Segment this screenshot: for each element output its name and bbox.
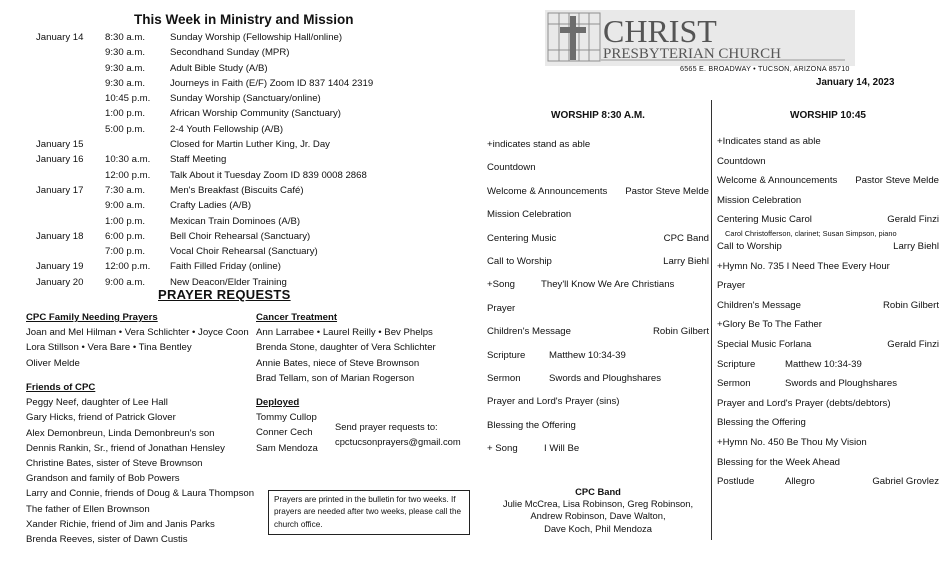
worship-1045-order bbox=[717, 110, 939, 492]
schedule-time: 10:30 a.m. bbox=[105, 154, 151, 166]
cancer-line: Brenda Stone, daughter of Vera Schlichter bbox=[256, 342, 436, 354]
schedule-time: 6:00 p.m. bbox=[105, 230, 145, 242]
schedule-row bbox=[36, 76, 476, 91]
schedule-row bbox=[36, 244, 476, 259]
schedule-event: Journeys in Faith (E/F) Zoom ID 837 1404 2319 bbox=[170, 77, 374, 89]
order-of-worship-item bbox=[487, 180, 709, 203]
schedule-date: January 20 bbox=[36, 276, 84, 288]
order-of-worship-item bbox=[717, 276, 939, 296]
order-of-worship-item bbox=[717, 355, 939, 375]
item-label: Mission Celebration bbox=[487, 209, 572, 221]
schedule-event: Adult Bible Study (A/B) bbox=[170, 62, 268, 74]
item-title: Swords and Ploughshares bbox=[785, 378, 897, 390]
church-address: 6565 E. BROADWAY • TUCSON, ARIZONA 85710 bbox=[680, 64, 850, 73]
schedule-event: Mexican Train Dominoes (A/B) bbox=[170, 215, 301, 227]
svg-text:CHRIST bbox=[603, 13, 717, 49]
item-leader: Larry Biehl bbox=[893, 240, 939, 252]
order-of-worship-item bbox=[487, 203, 709, 226]
schedule-list bbox=[36, 30, 476, 290]
item-label: +Glory Be To The Father bbox=[717, 319, 822, 331]
schedule-event: Faith Filled Friday (online) bbox=[170, 261, 281, 273]
item-label: Prayer and Lord's Prayer (sins) bbox=[487, 396, 620, 408]
cancer-line: Brad Tellam, son of Marian Rogerson bbox=[256, 372, 415, 384]
order-of-worship-item bbox=[487, 227, 709, 250]
item-leader: Pastor Steve Melde bbox=[855, 175, 939, 187]
item-label: Call to Worship bbox=[717, 240, 782, 252]
schedule-time: 9:00 a.m. bbox=[105, 276, 145, 288]
order-of-worship-item bbox=[487, 273, 709, 296]
schedule-row bbox=[36, 229, 476, 244]
friends-line: Brenda Reeves, sister of Dawn Custis bbox=[26, 534, 188, 546]
schedule-event: Bell Choir Rehearsal (Sanctuary) bbox=[170, 230, 311, 242]
schedule-date: January 17 bbox=[36, 184, 84, 196]
order-of-worship-item bbox=[717, 433, 939, 453]
column-divider bbox=[711, 100, 712, 540]
item-leader: CPC Band bbox=[663, 232, 709, 244]
item-leader: Larry Biehl bbox=[663, 255, 709, 267]
item-label: + Song bbox=[487, 443, 518, 455]
order-of-worship-item bbox=[487, 390, 709, 413]
schedule-time: 7:30 a.m. bbox=[105, 184, 145, 196]
schedule-time: 9:30 a.m. bbox=[105, 47, 145, 59]
band-line: Dave Koch, Phil Mendoza bbox=[544, 522, 652, 534]
schedule-row bbox=[36, 45, 476, 60]
item-label: Sermon bbox=[487, 372, 521, 384]
friends-line: Christine Bates, sister of Steve Brownson bbox=[26, 458, 203, 470]
order-of-worship-item bbox=[487, 320, 709, 343]
schedule-row bbox=[36, 259, 476, 274]
church-logo bbox=[545, 10, 855, 70]
svg-text:PRESBYTERIAN CHURCH bbox=[603, 46, 781, 62]
schedule-time: 9:00 a.m. bbox=[105, 200, 145, 212]
schedule-event: New Deacon/Elder Training bbox=[170, 276, 287, 288]
cancer-heading: Cancer Treatment bbox=[256, 312, 338, 323]
schedule-date: January 18 bbox=[36, 230, 84, 242]
schedule-row bbox=[36, 61, 476, 76]
worship-830-title: WORSHIP 8:30 A.M. bbox=[551, 110, 645, 121]
item-leader: Gabriel Grovlez bbox=[872, 476, 939, 488]
friends-line: The father of Ellen Brownson bbox=[26, 503, 150, 515]
send-prayer-requests bbox=[335, 420, 461, 449]
order-of-worship-item bbox=[717, 413, 939, 433]
schedule-time: 8:30 a.m. bbox=[105, 32, 145, 43]
item-label: Prayer and Lord's Prayer (debts/debtors) bbox=[717, 397, 891, 409]
bulletin-date: January 14, 2023 bbox=[816, 77, 895, 88]
schedule-event: Vocal Choir Rehearsal (Sanctuary) bbox=[170, 246, 318, 258]
schedule-row bbox=[36, 91, 476, 106]
order-of-worship-item bbox=[717, 315, 939, 335]
order-of-worship-item bbox=[717, 152, 939, 172]
prayer-note-box: Prayers are printed in the bulletin for two weeks. If prayers are needed after two weeks, please call the church office. bbox=[268, 490, 470, 535]
friends-prayers bbox=[26, 380, 254, 547]
schedule-row bbox=[36, 30, 476, 45]
schedule-event: Crafty Ladies (A/B) bbox=[170, 200, 252, 212]
item-label: +Song bbox=[487, 279, 516, 291]
schedule-time: 12:00 p.m. bbox=[105, 261, 151, 273]
schedule-time: 7:00 p.m. bbox=[105, 246, 145, 258]
item-label: Welcome & Announcements bbox=[717, 175, 838, 187]
deployed-prayers bbox=[256, 395, 318, 456]
order-of-worship-item bbox=[717, 472, 939, 492]
church-name-line-2: PRESBYTERIAN CHURCH bbox=[603, 46, 781, 62]
friends-line: Alex Demonbreun, Linda Demonbreun's son bbox=[26, 427, 215, 439]
family-prayers bbox=[26, 310, 249, 371]
schedule-date: January 14 bbox=[36, 32, 84, 43]
item-title: I Will Be bbox=[544, 443, 580, 455]
schedule-time: 1:00 p.m. bbox=[105, 215, 145, 227]
order-of-worship-item bbox=[487, 297, 709, 320]
deployed-line: Conner Cech bbox=[256, 427, 313, 439]
item-title: Swords and Ploughshares bbox=[549, 372, 661, 384]
schedule-time: 1:00 p.m. bbox=[105, 108, 145, 120]
schedule-title: This Week in Ministry and Mission bbox=[134, 12, 354, 27]
schedule-time: 12:00 p.m. bbox=[105, 169, 151, 181]
order-of-worship-item bbox=[717, 335, 939, 355]
prayer-email-link[interactable]: cpctucsonprayers@gmail.com bbox=[335, 435, 461, 447]
item-label: Mission Celebration bbox=[717, 194, 802, 206]
order-of-worship-item bbox=[487, 133, 709, 156]
family-line: Joan and Mel Hilman • Vera Schlichter • Joyce Coon bbox=[26, 327, 249, 339]
schedule-row bbox=[36, 183, 476, 198]
schedule-row bbox=[36, 168, 476, 183]
item-label: Countdown bbox=[717, 155, 766, 167]
worship-830-order bbox=[487, 110, 709, 460]
item-label: Prayer bbox=[717, 280, 746, 292]
item-leader: Gerald Finzi bbox=[887, 214, 939, 226]
item-leader: Robin Gilbert bbox=[653, 326, 709, 338]
band-line: Julie McCrea, Lisa Robinson, Greg Robinson, bbox=[502, 498, 694, 510]
schedule-time: 9:30 a.m. bbox=[105, 77, 145, 89]
item-label: Postlude bbox=[717, 476, 755, 488]
schedule-event: African Worship Community (Sanctuary) bbox=[170, 108, 341, 120]
item-label: Scripture bbox=[487, 349, 526, 361]
schedule-event: Closed for Martin Luther King, Jr. Day bbox=[170, 139, 330, 151]
schedule-event: Talk About it Tuesday Zoom ID 839 0008 2868 bbox=[170, 169, 367, 181]
order-of-worship-item bbox=[717, 191, 939, 211]
item-leader: Pastor Steve Melde bbox=[625, 185, 709, 197]
item-label: Children's Message bbox=[487, 326, 571, 338]
friends-line: Grandson and family of Bob Powers bbox=[26, 473, 180, 485]
item-label: Blessing the Offering bbox=[717, 417, 806, 429]
band-line: Andrew Robinson, Dave Walton, bbox=[530, 510, 666, 522]
order-of-worship-item bbox=[717, 257, 939, 277]
schedule-event: Sunday Worship (Fellowship Hall/online) bbox=[170, 32, 343, 43]
church-name-line-1: CHRIST bbox=[603, 13, 717, 49]
schedule-event: Secondhand Sunday (MPR) bbox=[170, 47, 290, 59]
schedule-event: Men's Breakfast (Biscuits Café) bbox=[170, 184, 304, 196]
family-line: Lora Stillson • Vera Bare • Tina Bentley bbox=[26, 342, 192, 354]
schedule-time: 9:30 a.m. bbox=[105, 62, 145, 74]
item-label: Sermon bbox=[717, 378, 751, 390]
item-label: Centering Music Carol bbox=[717, 214, 812, 226]
item-label: +Hymn No. 735 I Need Thee Every Hour bbox=[717, 260, 890, 272]
schedule-date: January 16 bbox=[36, 154, 84, 166]
deployed-line: Sam Mendoza bbox=[256, 442, 318, 454]
order-of-worship-item bbox=[487, 414, 709, 437]
item-label: Prayer bbox=[487, 302, 516, 314]
item-leader: Gerald Finzi bbox=[887, 338, 939, 350]
friends-line: Xander Richie, friend of Jim and Janis Parks bbox=[26, 518, 215, 530]
schedule-row bbox=[36, 106, 476, 121]
order-of-worship-item bbox=[487, 250, 709, 273]
friends-heading: Friends of CPC bbox=[26, 382, 96, 393]
band-title: CPC Band bbox=[575, 486, 621, 497]
schedule-row bbox=[36, 122, 476, 137]
deployed-heading: Deployed bbox=[256, 397, 300, 408]
cancer-line: Annie Bates, niece of Steve Brownson bbox=[256, 357, 420, 369]
schedule-event: Staff Meeting bbox=[170, 154, 227, 166]
deployed-line: Tommy Cullop bbox=[256, 412, 317, 424]
order-of-worship-item bbox=[717, 374, 939, 394]
send-label: Send prayer requests to: bbox=[335, 421, 438, 432]
item-label: Welcome & Announcements bbox=[487, 185, 608, 197]
schedule-row bbox=[36, 214, 476, 229]
order-of-worship-item bbox=[717, 237, 939, 257]
order-of-worship-item bbox=[487, 156, 709, 179]
order-of-worship-item bbox=[487, 437, 709, 460]
worship-1045-title: WORSHIP 10:45 bbox=[790, 110, 866, 121]
item-label: Countdown bbox=[487, 162, 536, 174]
item-title: Allegro bbox=[785, 476, 815, 488]
schedule-row bbox=[36, 198, 476, 213]
item-title: They'll Know We Are Christians bbox=[541, 279, 675, 291]
schedule-date: January 19 bbox=[36, 261, 84, 273]
order-of-worship-item bbox=[717, 453, 939, 473]
cpc-band-credits bbox=[487, 486, 709, 535]
schedule-row bbox=[36, 137, 476, 152]
schedule-time: 5:00 p.m. bbox=[105, 123, 145, 135]
item-label: Children's Message bbox=[717, 299, 801, 311]
item-label: +Indicates stand as able bbox=[717, 136, 821, 147]
item-label: Centering Music bbox=[487, 232, 557, 244]
friends-line: Gary Hicks, friend of Patrick Glover bbox=[26, 412, 176, 424]
friends-line: Peggy Neef, daughter of Lee Hall bbox=[26, 397, 168, 409]
schedule-row bbox=[36, 152, 476, 167]
centering-music-performers: Carol Christofferson, clarinet; Susan Simpson, piano bbox=[725, 228, 897, 238]
friends-line: Larry and Connie, friends of Doug & Laura Thompson bbox=[26, 488, 255, 500]
prayer-requests-title: PRAYER REQUESTS bbox=[158, 287, 291, 302]
schedule-event: Sunday Worship (Sanctuary/online) bbox=[170, 93, 321, 105]
schedule-date: January 15 bbox=[36, 139, 84, 151]
order-of-worship-item bbox=[717, 296, 939, 316]
item-leader: Robin Gilbert bbox=[883, 299, 939, 311]
item-label: Blessing for the Week Ahead bbox=[717, 456, 841, 468]
item-label: Scripture bbox=[717, 358, 756, 370]
order-of-worship-item bbox=[717, 171, 939, 191]
cancer-prayers bbox=[256, 310, 436, 386]
order-of-worship-item bbox=[487, 367, 709, 390]
item-label: Call to Worship bbox=[487, 255, 552, 267]
item-title: Matthew 10:34-39 bbox=[549, 349, 626, 361]
family-heading: CPC Family Needing Prayers bbox=[26, 312, 158, 323]
schedule-event: 2-4 Youth Fellowship (A/B) bbox=[170, 123, 284, 135]
item-label: +Hymn No. 450 Be Thou My Vision bbox=[717, 436, 867, 448]
item-title: Matthew 10:34-39 bbox=[785, 358, 862, 370]
item-label: +indicates stand as able bbox=[487, 139, 591, 150]
family-line: Oliver Melde bbox=[26, 357, 80, 369]
item-label: Blessing the Offering bbox=[487, 419, 576, 431]
item-label: Special Music Forlana bbox=[717, 338, 812, 350]
order-of-worship-item bbox=[717, 132, 939, 152]
order-of-worship-item bbox=[487, 344, 709, 367]
schedule-time: 10:45 p.m. bbox=[105, 93, 151, 105]
friends-line: Dennis Rankin, Sr., friend of Jonathan Hensley bbox=[26, 442, 225, 454]
order-of-worship-item bbox=[717, 394, 939, 414]
cancer-line: Ann Larrabee • Laurel Reilly • Bev Phelps bbox=[256, 327, 433, 339]
